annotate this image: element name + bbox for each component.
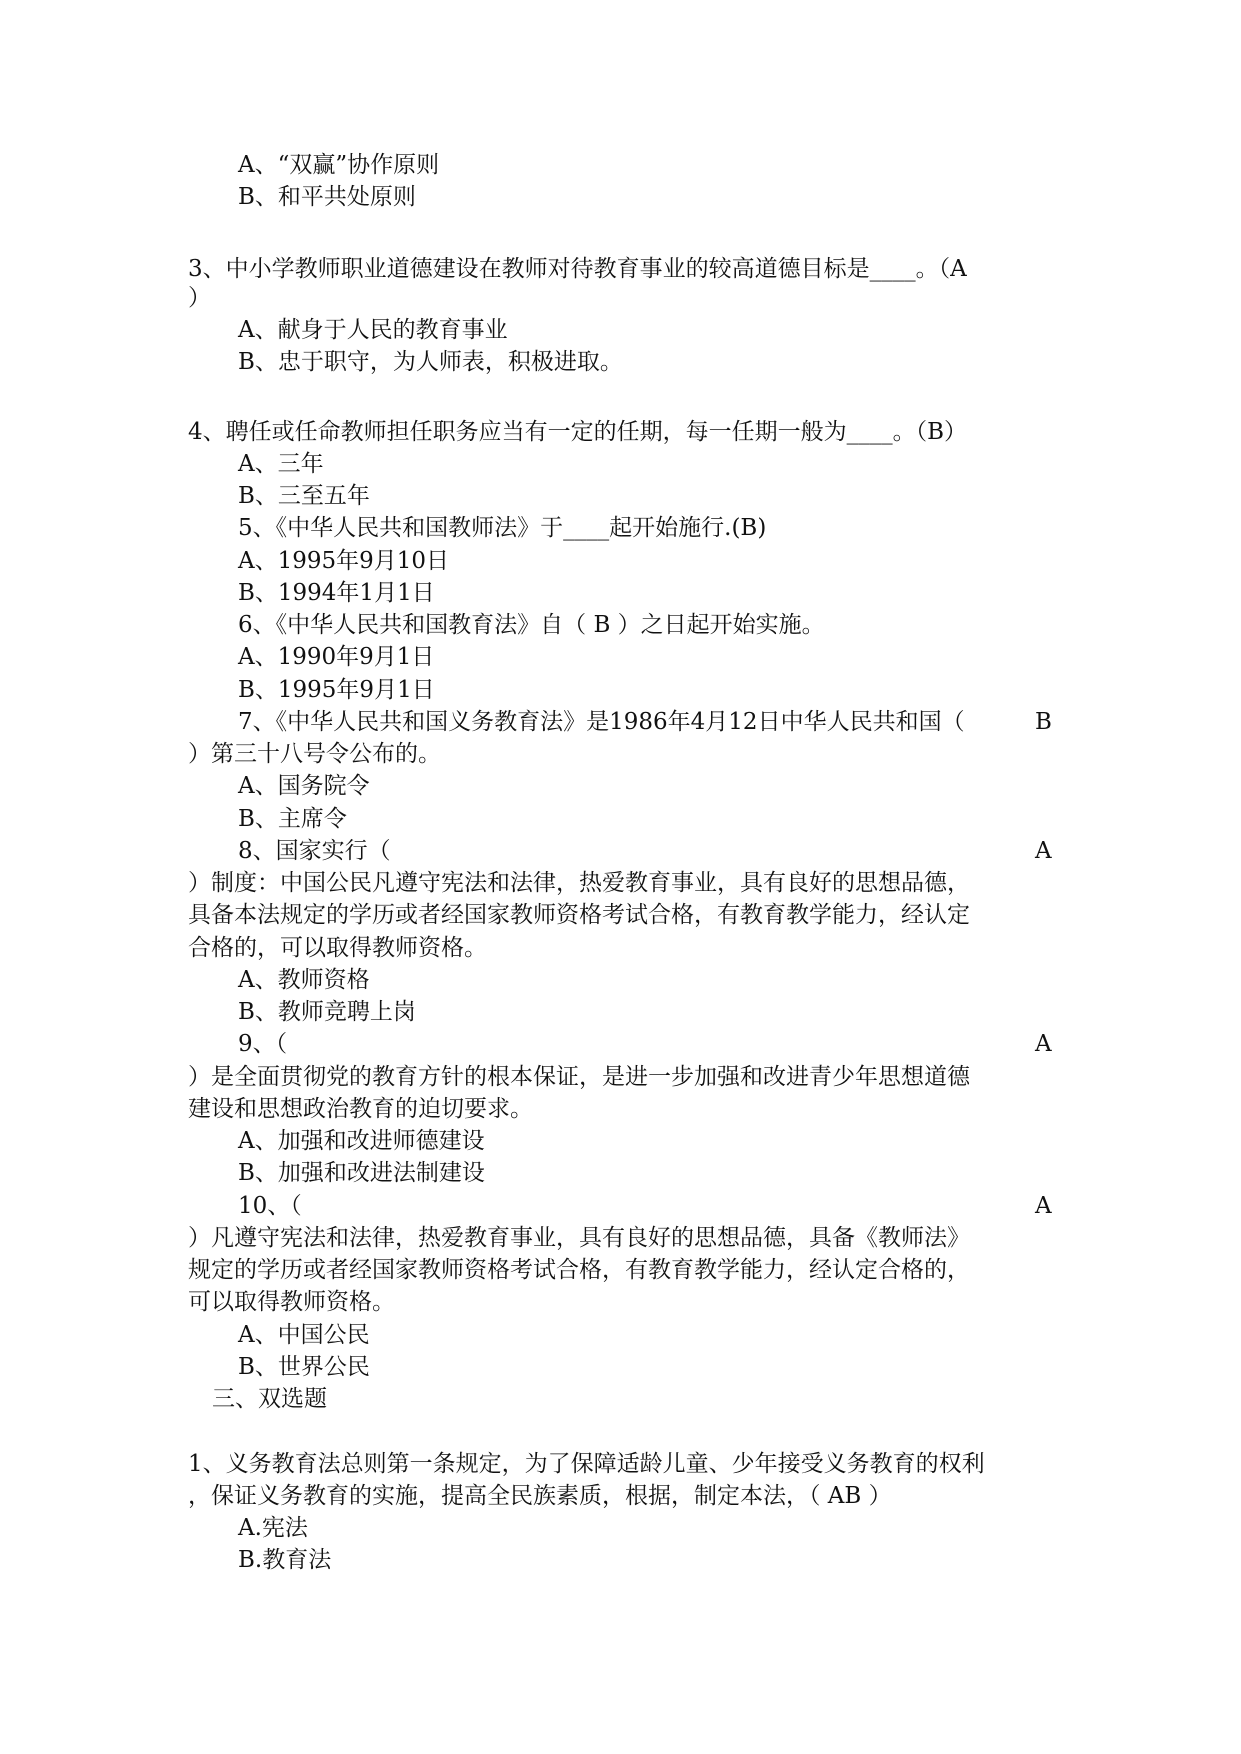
answer-letter: A — [1035, 1193, 1052, 1219]
option-line: B、三至五年 — [238, 483, 370, 509]
question-line: 可以取得教师资格。 — [188, 1289, 395, 1315]
option-line: B、忠于职守，为人师表，积极进取。 — [238, 349, 623, 375]
question-line: 8、国家实行（ — [238, 838, 391, 864]
question-line: ，保证义务教育的实施，提高全民族素质，根据，制定本法，（ AB ） — [188, 1483, 892, 1509]
option-line: B、和平共处原则 — [238, 184, 416, 210]
question-line: 3、中小学教师职业道德建设在教师对待教育事业的较高道德目标是____。（A — [188, 256, 967, 282]
option-line: B、主席令 — [238, 806, 347, 832]
question-line: 建设和思想政治教育的迫切要求。 — [188, 1096, 533, 1122]
option-line: A、国务院令 — [238, 773, 370, 799]
option-line: B、教师竞聘上岗 — [238, 999, 416, 1025]
question-line: 具备本法规定的学历或者经国家教师资格考试合格，有教育教学能力，经认定 — [188, 902, 970, 928]
question-line: ）制度：中国公民凡遵守宪法和法律，热爱教育事业，具有良好的思想品德， — [188, 870, 970, 896]
option-line: B、1994年1月1日 — [238, 580, 435, 606]
option-line: A、献身于人民的教育事业 — [238, 317, 508, 343]
option-line: A、1995年9月10日 — [238, 548, 450, 574]
question-line: 7、《中华人民共和国义务教育法》是1986年4月12日中华人民共和国（ — [238, 709, 965, 735]
answer-letter: A — [1035, 838, 1052, 864]
option-line: A、三年 — [238, 451, 324, 477]
option-line: B、1995年9月1日 — [238, 677, 435, 703]
option-line: A、“双赢”协作原则 — [238, 152, 440, 178]
option-line: A、1990年9月1日 — [238, 644, 435, 670]
option-line: B.教育法 — [238, 1547, 332, 1573]
question-line: ）凡遵守宪法和法律，热爱教育事业，具有良好的思想品德，具备《教师法》 — [188, 1225, 970, 1251]
answer-letter: A — [1035, 1031, 1052, 1057]
section-heading: 三、双选题 — [212, 1386, 327, 1412]
option-line: B、加强和改进法制建设 — [238, 1160, 485, 1186]
option-line: A、中国公民 — [238, 1322, 370, 1348]
question-line: 6、《中华人民共和国教育法》自（ B ）之日起开始实施。 — [238, 612, 825, 638]
option-line: A.宪法 — [238, 1515, 308, 1541]
question-line: 9、（ — [238, 1031, 288, 1057]
question-line: ）是全面贯彻党的教育方针的根本保证，是进一步加强和改进青少年思想道德 — [188, 1064, 970, 1090]
option-line: B、世界公民 — [238, 1354, 370, 1380]
question-line: ） — [188, 285, 211, 311]
question-line: 1、义务教育法总则第一条规定，为了保障适龄儿童、少年接受义务教育的权利 — [188, 1451, 985, 1477]
question-line: 10、（ — [238, 1193, 302, 1219]
answer-letter: B — [1035, 709, 1052, 735]
question-line: 合格的，可以取得教师资格。 — [188, 935, 487, 961]
question-line: ）第三十八号令公布的。 — [188, 741, 441, 767]
option-line: A、教师资格 — [238, 967, 370, 993]
question-line: 规定的学历或者经国家教师资格考试合格，有教育教学能力，经认定合格的， — [188, 1257, 970, 1283]
question-line: 5、《中华人民共和国教师法》于____起开始施行.(B) — [238, 515, 767, 541]
option-line: A、加强和改进师德建设 — [238, 1128, 485, 1154]
question-line: 4、聘任或任命教师担任职务应当有一定的任期，每一任期一般为____。（B） — [188, 419, 968, 445]
